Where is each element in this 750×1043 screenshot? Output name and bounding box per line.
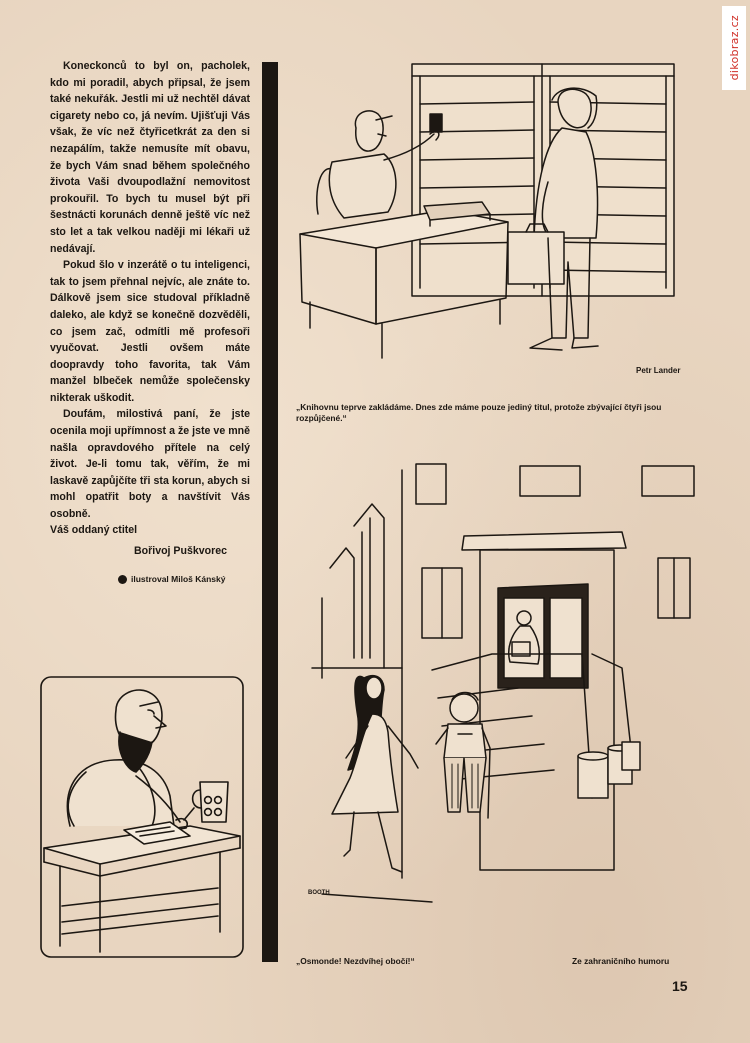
article-paragraph-3: Doufám, milostivá paní, že jste ocenila moji upřímnost a že jste ve mně našla opravdového přítele na celý život. Je-li tomu tak, věřím, že mi laskavě zapůjčíte tři sta korun, abych si mohl opatřit boty a navštívit Vás osobně.	[50, 408, 250, 521]
watermark-text: dikobraz.cz	[727, 15, 741, 81]
booth-signature: BOOTH	[308, 890, 330, 896]
artist-signature: Petr Lander	[636, 366, 681, 375]
street-cartoon	[292, 458, 702, 910]
top-cartoon-caption: „Knihovnu teprve zakládáme. Dnes zde máme pouze jediný titul, protože zbývající čtyři jsou rozpůjčené.“	[296, 402, 662, 423]
illustrator-credit	[118, 574, 225, 584]
library-cartoon	[296, 62, 700, 362]
illustrator-name: ilustroval Miloš Kánský	[131, 574, 226, 584]
bottom-cartoon-caption: „Osmonde! Nezdvíhej obočí!“	[296, 956, 415, 966]
humor-source-label: Ze zahraničního humoru	[572, 956, 670, 966]
site-watermark	[722, 6, 746, 90]
article-closing: Váš oddaný ctitel	[50, 524, 138, 536]
column-divider	[262, 62, 278, 962]
page-number: 15	[672, 978, 688, 994]
article-text	[50, 58, 250, 523]
bullet-icon	[118, 575, 127, 584]
article-author: Bořivoj Puškvorec	[134, 545, 228, 557]
article-paragraph-1: Koneckonců to byl on, pacholek, kdo mi poradil, abych připsal, že jsem také nekuřák. Jestli mi už nechtěl dávat cigarety nebo co, já nevím. Ujišťuji Vás však, že víc než čtyřicetkrát za den si nezapálím, takže nemusíte mít obavu, že bych Vám snad během společného života Vaši dvoupodlažní nemovitost prokouřil. To bych tu musel být při šestnácti korunách denně ještě víc než sto let a tak velkou naději mi lékaři už nedávají.	[50, 60, 250, 255]
article-paragraph-2: Pokud šlo v inzerátě o tu inteligenci, tak to jsem přehnal nejvíc, ale znáte to. Dálkově jsem sice studoval příkladně daleko, ale když se konečně dozvěděli, co jsem zač, odmítli mě profesoři vyučovat. Jestli ovšem máte doopravdy toho favorita, tak Vám manžel blbeček nemůže společensky nikterak uškodit.	[50, 259, 250, 404]
writer-cartoon	[40, 676, 244, 958]
